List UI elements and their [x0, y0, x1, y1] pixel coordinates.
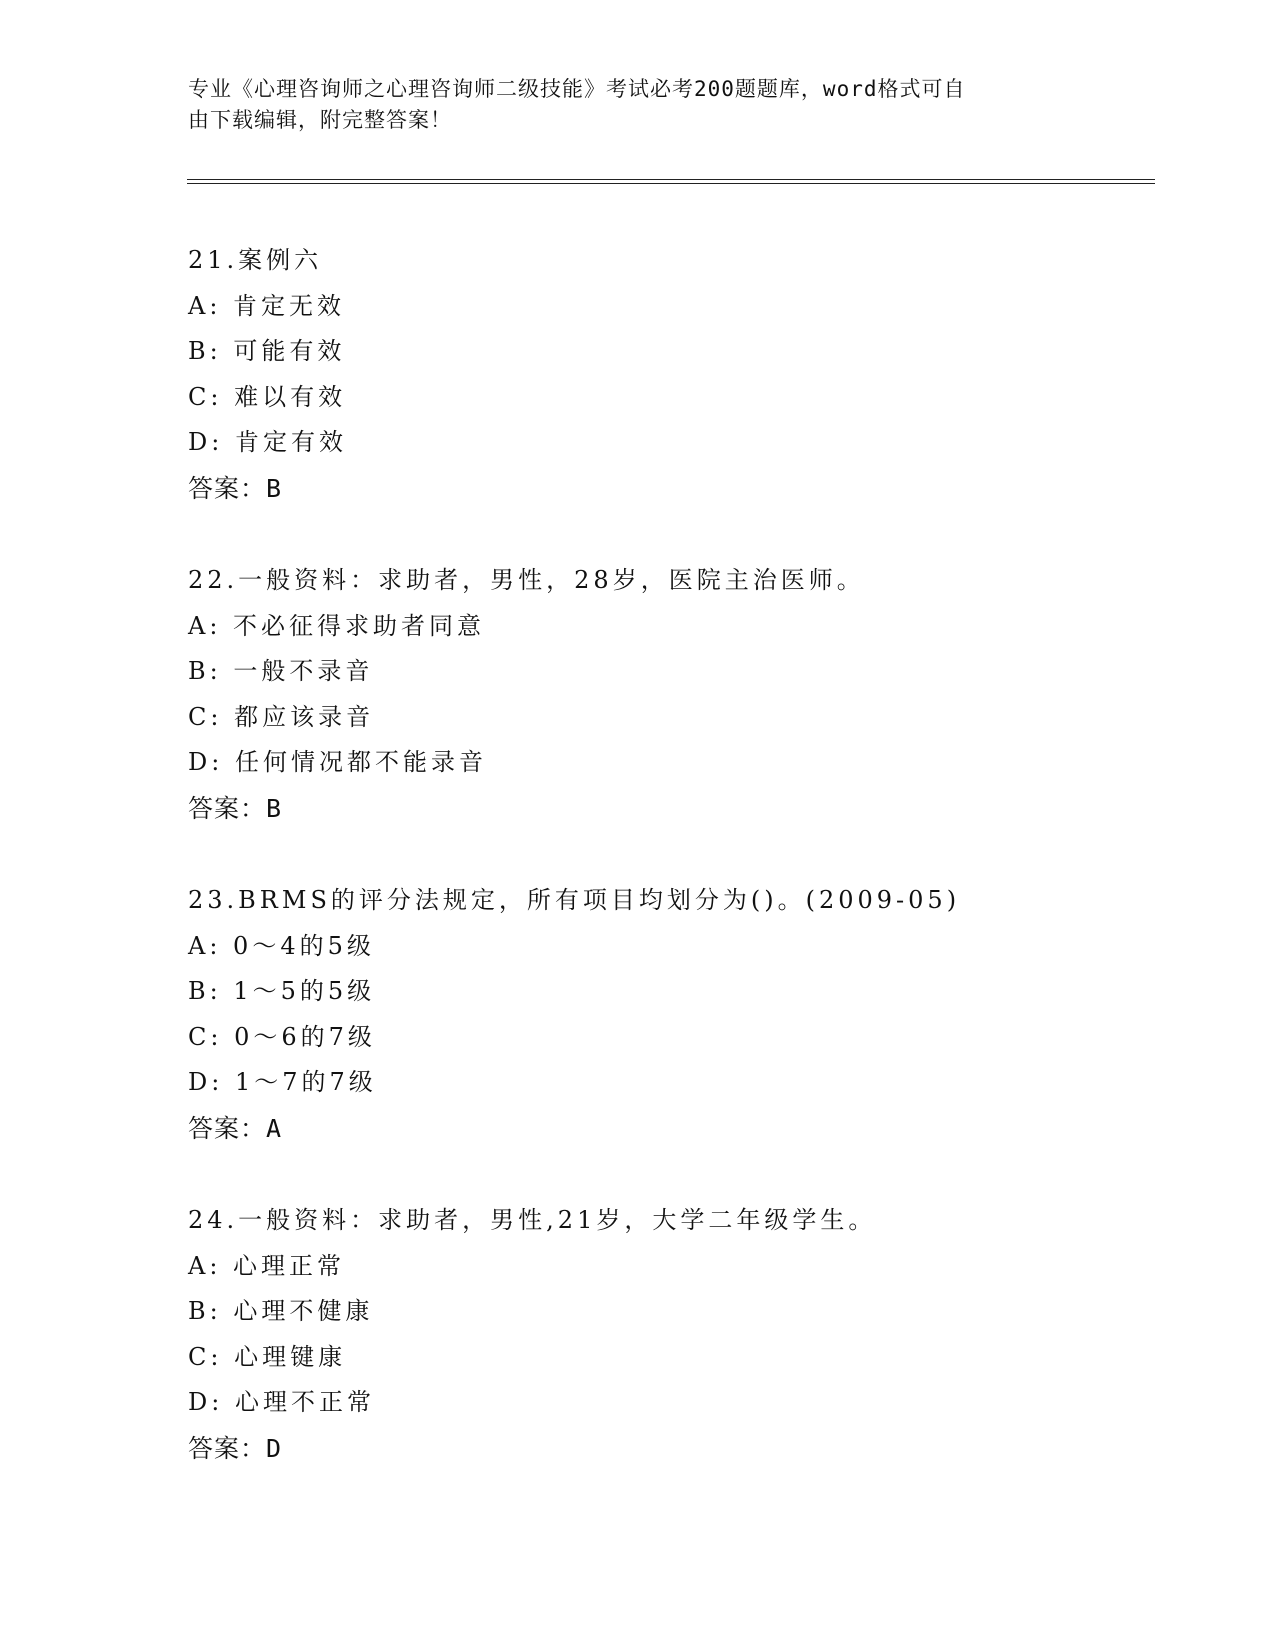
question-stem: 24.一般资料：求助者，男性,21岁，大学二年级学生。: [188, 1206, 877, 1234]
option-d: D: 任何情况都不能录音: [188, 748, 487, 776]
document-header: [188, 74, 1068, 136]
answer-label: 答案：B: [188, 473, 283, 503]
answer-label: 答案：B: [188, 793, 283, 823]
question-23: [188, 878, 1088, 1151]
header-divider-top: [187, 179, 1155, 180]
option-b: B: 一般不录音: [188, 657, 374, 685]
question-stem: 23.BRMS的评分法规定，所有项目均划分为()。(2009-05): [188, 886, 961, 914]
option-a: A: 肯定无效: [188, 291, 346, 320]
option-d: D: 肯定有效: [188, 428, 347, 456]
question-21: [188, 238, 1088, 511]
answer-label: 答案：D: [188, 1433, 283, 1463]
option-c: C: 难以有效: [188, 382, 347, 411]
option-d: D: 心理不正常: [188, 1388, 375, 1416]
option-c: C: 心理键康: [188, 1342, 347, 1371]
option-c: C: 都应该录音: [188, 702, 375, 731]
option-a: A: 心理正常: [188, 1251, 346, 1280]
option-b: B: 心理不健康: [188, 1297, 374, 1325]
question-24: [188, 1198, 1088, 1471]
answer-label: 答案：A: [188, 1113, 283, 1143]
header-line-2: 由下载编辑，附完整答案！: [188, 108, 452, 132]
option-c: C: 0～6的7级: [188, 1022, 376, 1051]
header-line-1: 专业《心理咨询师之心理咨询师二级技能》考试必考200题题库，word格式可自: [188, 77, 966, 101]
option-a: A: 不必征得求助者同意: [188, 611, 486, 640]
option-d: D: 1～7的7级: [188, 1068, 377, 1096]
question-22: [188, 558, 1088, 831]
question-stem: 22.一般资料：求助者，男性，28岁，医院主治医师。: [188, 566, 865, 594]
header-divider-bottom: [187, 183, 1155, 184]
question-stem: 21.案例六: [188, 246, 323, 274]
option-b: B: 可能有效: [188, 337, 346, 365]
option-a: A: 0～4的5级: [188, 931, 375, 960]
option-b: B: 1～5的5级: [188, 977, 376, 1005]
